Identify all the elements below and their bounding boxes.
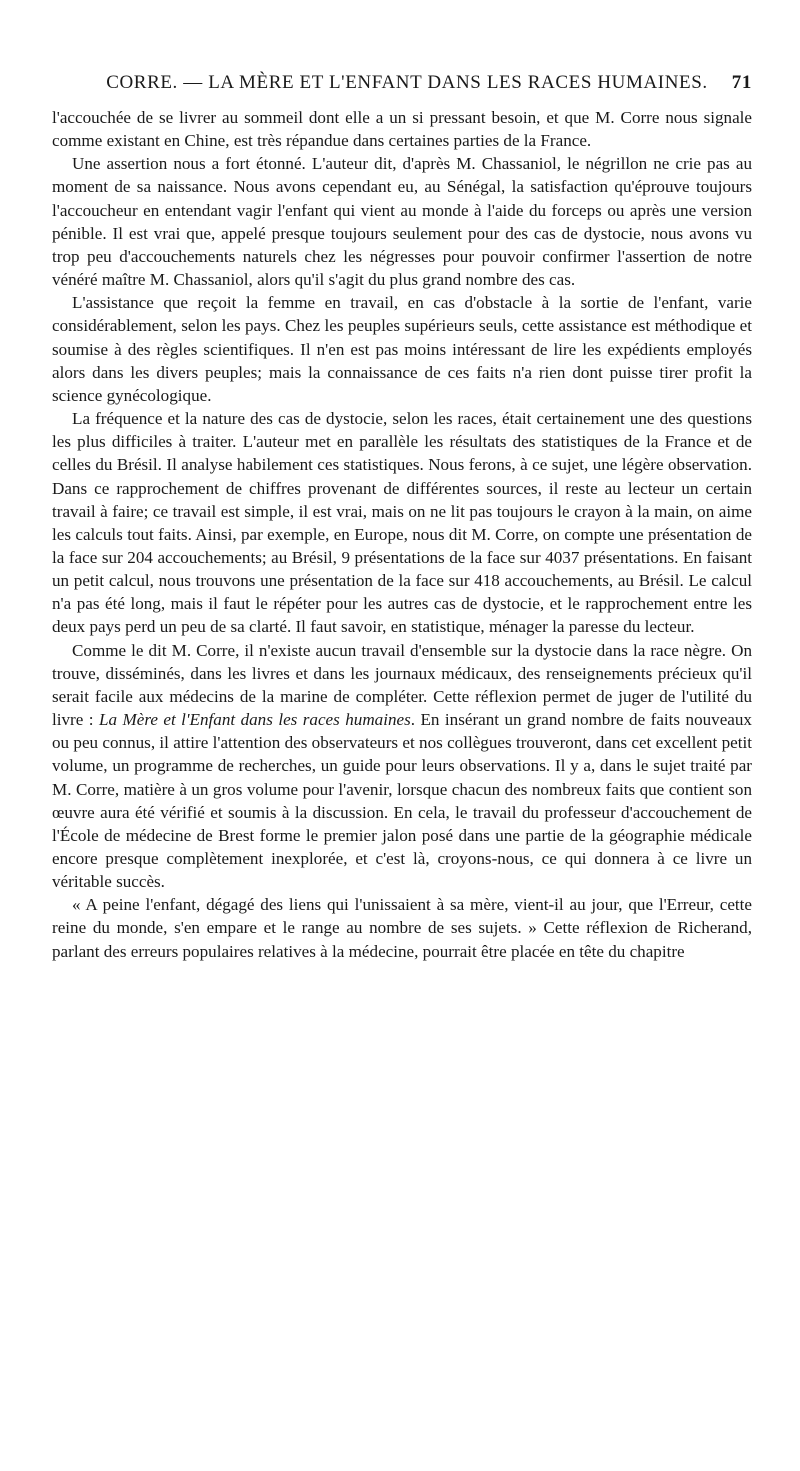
- paragraph-4: La fréquence et la nature des cas de dystocie, selon les races, était certainement une des questions les plus difficiles à traiter. L'auteur met en parallèle les résultats des statistiques de la France et de celles du Brésil. Il analyse habilement ces statistiques. Nous ferons, à ce sujet, une légère observation. Dans ce rapprochement de chiffres provenant de différentes sources, il reste au lecteur un certain travail à faire; ce travail est simple, il est vrai, mais on ne lit pas toujours le crayon à la main, on aime les calculs tout faits. Ainsi, par exemple, en Europe, nous dit M. Corre, on compte une présentation de la face sur 204 accouchements; au Brésil, 9 présentations de la face sur 4037 présentations. En faisant un petit calcul, nous trouvons une présentation de la face sur 418 accouchements, au Brésil. Le calcul n'a pas été long, mais il faut le répéter pour les autres cas de dystocie, et le rapprochement entre les deux pays perd un peu de sa clarté. Il faut savoir, en statistique, ménager la paresse du lecteur.: [52, 409, 752, 637]
- paragraph-1: l'accouchée de se livrer au sommeil dont elle a un si pressant besoin, et que M. Corre nous signale comme existant en Chine, est très répandue dans certaines parties de la France.: [52, 108, 752, 151]
- body-text: [52, 106, 752, 963]
- page-number: 71: [731, 72, 752, 93]
- paragraph-6: « A peine l'enfant, dégagé des liens qui l'unissaient à sa mère, vient-il au jour, que l'Erreur, cette reine du monde, s'en empare et le range au nombre de ses sujets. » Cette réflexion de Richerand, parlant des erreurs populaires relatives à la médecine, pourrait être placée en tête du chapitre: [52, 895, 752, 961]
- book-title: La Mère et l'Enfant dans les races humaines: [98, 710, 411, 730]
- running-header: [52, 72, 752, 100]
- document-page: [52, 72, 752, 963]
- paragraph-5-text-b: . En insérant un grand nombre de faits nouveaux ou peu connus, il attire l'attention des observateurs et nos collègues trouveront, dans cet excellent petit volume, un programme de recherches, un guide pour leurs observations. Il y a, dans le sujet traité par M. Corre, matière à un gros volume pour l'avenir, lorsque chacun des nombreux faits que contient son œuvre aura été vérifié et soumis à la discussion. En cela, le travail du professeur d'accouchement de l'École de médecine de Brest forme le premier jalon posé dans une partie de la géographie médicale encore presque complètement inexplorée, et c'est là, croyons-nous, ce qui donnera à ce livre un véritable succès.: [52, 710, 752, 892]
- paragraph-3: L'assistance que reçoit la femme en travail, en cas d'obstacle à la sortie de l'enfant, varie considérablement, selon les pays. Chez les peuples supérieurs seuls, cette assistance est méthodique et soumise à des règles scientifiques. Il n'en est pas moins intéressant de lire les expédients employés alors dans les divers peuples; mais la connaissance de ces faits n'a rien dont puisse tirer profit la science gynécologique.: [52, 293, 752, 405]
- paragraph-5-text-a: Comme le dit M. Corre, il n'existe aucun travail d'ensemble sur la dystocie dans la race nègre. On trouve, disséminés, dans les livres et dans les journaux médicaux, des renseignements précieux qu'il serait facile aux médecins de la marine de compléter. Cette réflexion permet de juger de l'utilité du livre :: [52, 640, 752, 730]
- running-title: CORRE. — LA MÈRE ET L'ENFANT DANS LES RACES HUMAINES.: [106, 72, 708, 93]
- paragraph-2: Une assertion nous a fort étonné. L'auteur dit, d'après M. Chassaniol, le négrillon ne crie pas au moment de sa naissance. Nous avons cependant eu, au Sénégal, la satisfaction qu'éprouve toujours l'accoucheur en entendant vagir l'enfant qui vient au monde à l'aide du forceps ou après une version pénible. Il est vrai que, appelé presque toujours seulement pour des cas de dystocie, nous avons vu trop peu d'accouchements naturels chez les négresses pour pouvoir confirmer l'assertion de notre vénéré maître M. Chassaniol, alors qu'il s'agit du plus grand nombre des cas.: [52, 154, 752, 290]
- paragraph-5: [52, 639, 752, 894]
